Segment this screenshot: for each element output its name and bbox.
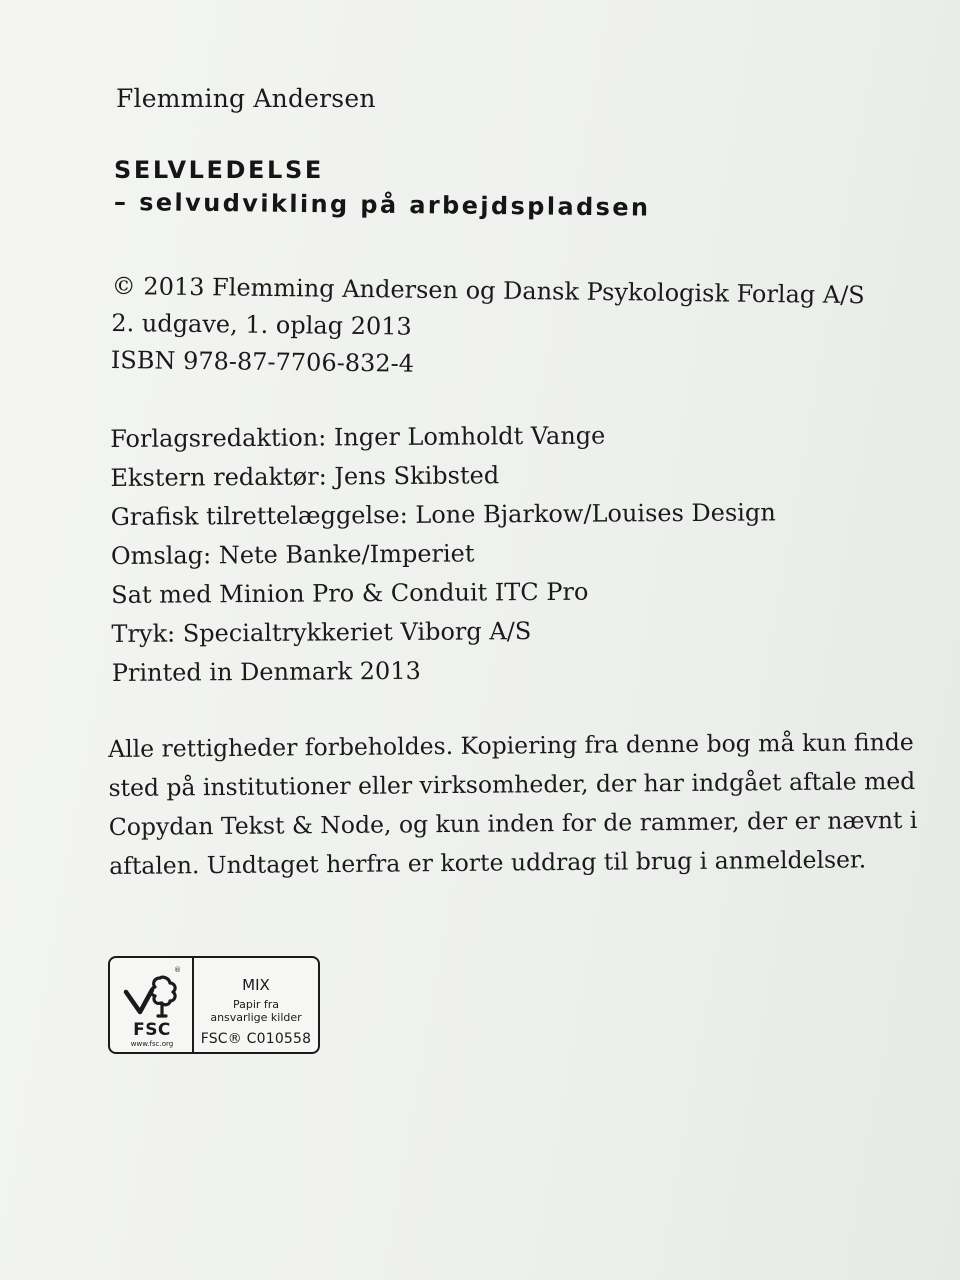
rights-line: Copydan Tekst & Node, og kun inden for de rammer, der er nævnt i — [108, 805, 918, 841]
edition-line: 2. udgave, 1. oplag 2013 — [111, 308, 412, 341]
credit-line: Sat med Minion Pro & Conduit ITC Pro — [111, 577, 589, 609]
fsc-source-line: Papir fra — [232, 998, 280, 1011]
book-title-block — [113, 155, 651, 222]
credit-line: Ekstern redaktør: Jens Skibsted — [110, 461, 500, 492]
credit-line: Printed in Denmark 2013 — [111, 656, 421, 687]
book-subtitle: – selvudvikling på arbejdspladsen — [113, 188, 651, 222]
credit-line: Grafisk tilrettelæggelse: Lone Bjarkow/Louises Design — [110, 498, 776, 531]
publication-info — [111, 268, 865, 388]
fsc-tree-check-icon — [122, 968, 184, 1020]
book-title: SELVLEDELSE — [114, 156, 324, 184]
fsc-license-code: FSC® C010558 — [200, 1031, 312, 1047]
fsc-brand-text: FSC — [133, 1020, 171, 1040]
fsc-url: www.fsc.org — [130, 1040, 174, 1048]
fsc-logo — [114, 962, 190, 1050]
fsc-registered-mark: ® — [174, 966, 181, 974]
fsc-certification-label — [108, 956, 320, 1054]
rights-line: sted på institutioner eller virksomheder, der har indgået aftale med — [108, 766, 916, 802]
rights-notice — [108, 723, 939, 886]
credit-line: Tryk: Specialtrykkeriet Viborg A/S — [111, 617, 532, 648]
fsc-mix-label: MIX — [242, 976, 270, 994]
credit-line: Omslag: Nete Banke/Imperiet — [110, 539, 475, 570]
rights-line: Alle rettigheder forbeholdes. Kopiering fra denne bog må kun finde — [108, 727, 914, 763]
fsc-source-description — [194, 998, 318, 1024]
copyright-line: © 2013 Flemming Andersen og Dansk Psykologisk Forlag A/S — [111, 271, 865, 310]
fsc-details — [194, 958, 318, 1054]
rights-line: aftalen. Undtaget herfra er korte uddrag til brug i anmeldelser. — [109, 845, 867, 880]
credit-line: Forlagsredaktion: Inger Lomholdt Vange — [110, 421, 606, 453]
credits-list — [110, 415, 777, 693]
fsc-source-line: ansvarlige kilder — [210, 1011, 302, 1024]
isbn-line: ISBN 978-87-7706-832-4 — [110, 345, 415, 378]
author-name: Flemming Andersen — [116, 84, 376, 113]
